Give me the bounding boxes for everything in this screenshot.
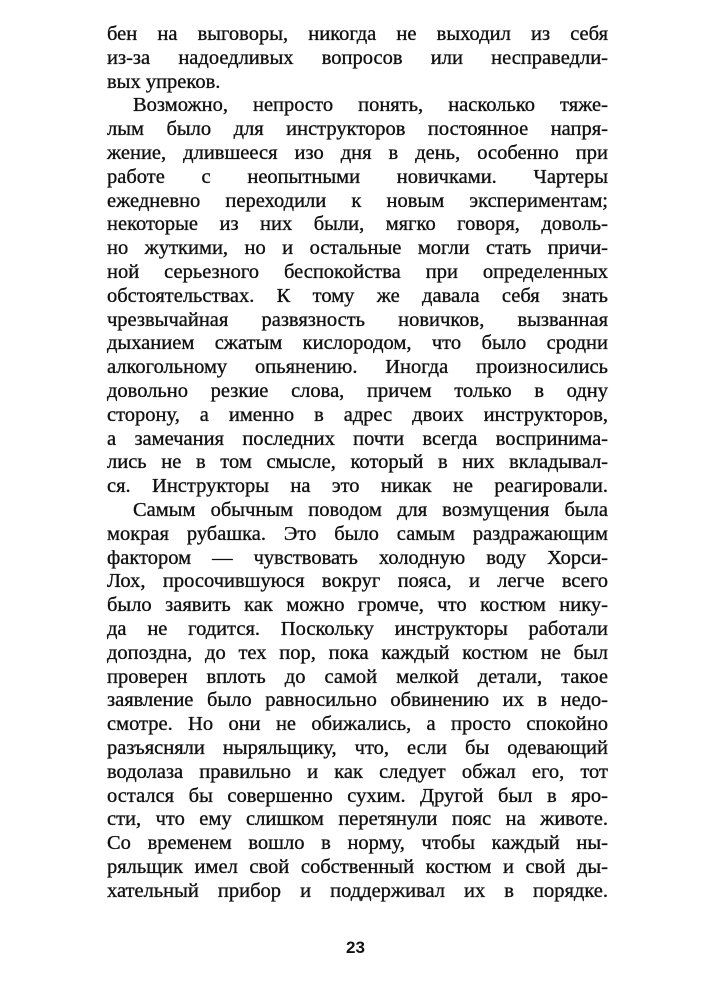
- text-line: ряльщик имел свой собственный костюм и свой ды-: [107, 855, 608, 878]
- book-page-text: [107, 23, 608, 903]
- text-line: разъясняли ныряльщику, что, если бы одевающий: [107, 736, 608, 759]
- text-line: Со временем вошло в норму, чтобы каждый ны-: [107, 832, 608, 855]
- text-line: сторону, а именно в адрес двоих инструкторов,: [107, 403, 608, 426]
- text-line: лись не в том смысле, который в них вкладывал-: [107, 451, 608, 474]
- text-line: довольно резкие слова, причем только в одну: [107, 379, 608, 402]
- text-line: Возможно, непросто понять, насколько тяже-: [133, 94, 608, 117]
- text-line: лым было для инструкторов постоянное напря-: [107, 118, 608, 141]
- text-line: было заявить как можно громче, что костюм нику-: [107, 594, 608, 617]
- text-line: вых упреков.: [107, 70, 221, 93]
- text-line: заявление было равносильно обвинению их в недо-: [107, 689, 608, 712]
- text-line: ной серьезного беспокойства при определенных: [107, 260, 608, 283]
- text-line: остался бы совершенно сухим. Другой был в яро-: [107, 784, 608, 807]
- paragraph: [107, 94, 608, 499]
- text-line: водолаза правильно и как следует обжал его, тот: [107, 760, 608, 783]
- text-line: обстоятельствах. К тому же давала себя знать: [107, 284, 608, 307]
- text-line: из-за надоедливых вопросов или несправедли-: [107, 46, 608, 69]
- text-line: мокрая рубашка. Это было самым раздражающим: [107, 522, 608, 545]
- text-line: проверен вплоть до самой мелкой детали, такое: [107, 665, 608, 688]
- text-line: ежедневно переходили к новым экспериментам;: [107, 189, 608, 212]
- text-line: фактором — чувствовать холодную воду Хорси-: [107, 546, 608, 569]
- text-line: а замечания последних почти всегда воспринима-: [107, 427, 608, 450]
- text-line: сти, что ему слишком перетянули пояс на животе.: [107, 808, 608, 831]
- text-line: алкогольному опьянению. Иногда произносились: [107, 356, 608, 379]
- paragraph: [107, 499, 608, 904]
- text-line: чрезвычайная развязность новичков, вызванная: [107, 308, 608, 331]
- text-line: допоздна, до тех пор, пока каждый костюм не был: [107, 641, 608, 664]
- text-line: хательный прибор и поддерживал их в порядке.: [107, 879, 608, 902]
- text-line: да не годится. Поскольку инструкторы работали: [107, 617, 608, 640]
- text-line: бен на выговоры, никогда не выходил из себя: [107, 23, 608, 45]
- text-line: Самым обычным поводом для возмущения была: [133, 498, 608, 521]
- text-line: смотре. Но они не обижались, а просто спокойно: [107, 713, 608, 736]
- text-line: Лох, просочившуюся вокруг пояса, и легче всего: [107, 570, 608, 593]
- text-line: дыханием сжатым кислородом, что было сродни: [107, 332, 608, 355]
- text-line: работе с неопытными новичками. Чартеры: [107, 165, 608, 188]
- paragraph: [107, 23, 608, 94]
- text-line: некоторые из них были, мягко говоря, доволь-: [107, 213, 608, 236]
- text-line: ся. Инструкторы на это никак не реагировали.: [107, 475, 608, 498]
- text-line: но жуткими, но и остальные могли стать причи-: [107, 237, 608, 260]
- page-number: 23: [346, 938, 365, 957]
- text-line: жение, длившееся изо дня в день, особенно при: [107, 141, 608, 164]
